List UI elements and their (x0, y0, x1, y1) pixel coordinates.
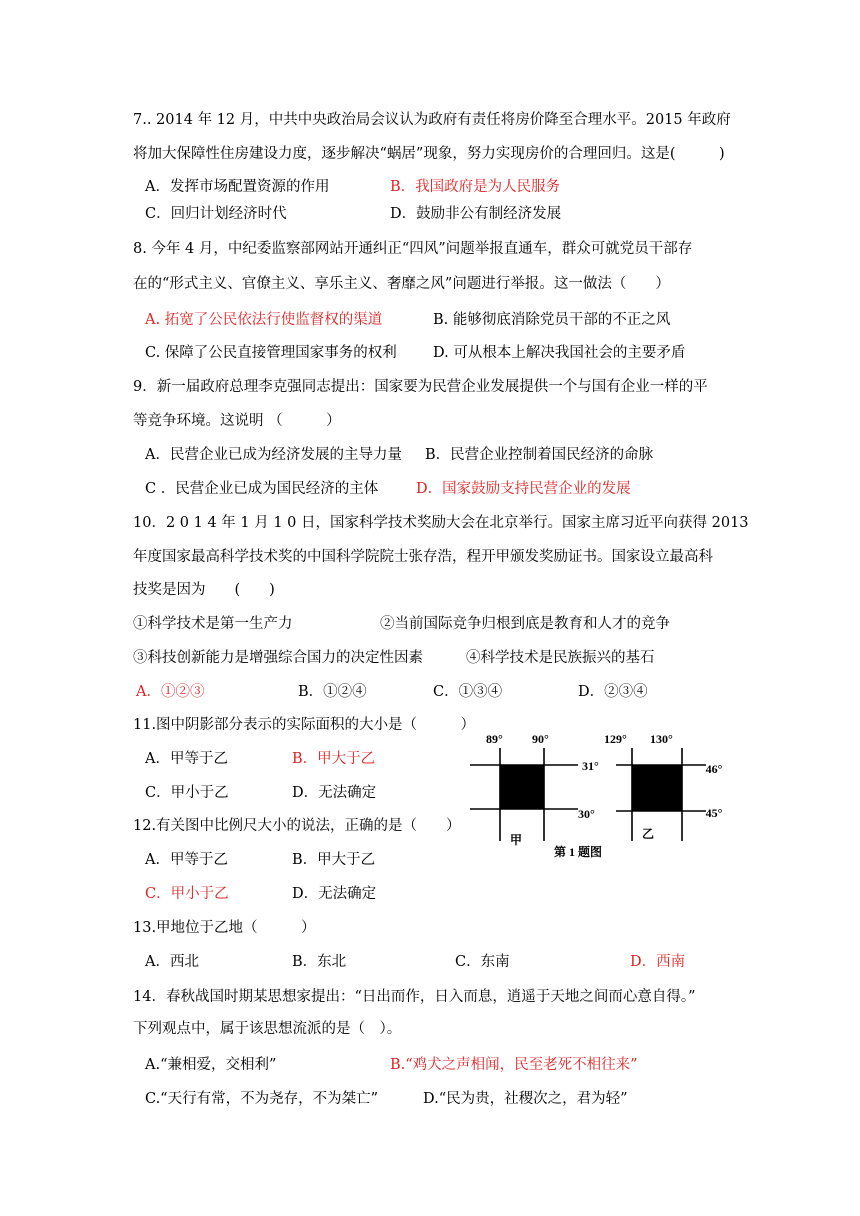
grid-map-figure (466, 728, 728, 860)
q8-stem-line1: 8. 今年 4 月，中纪委监察部网站开通纠正“四风”问题举报直通车，群众可就党员干部存 (133, 241, 693, 257)
q8-option-c: C. 保障了公民直接管理国家事务的权利 (145, 345, 397, 361)
q10-statement-4: ④科学技术是民族振兴的基石 (466, 650, 655, 666)
q13-stem: 13.甲地位于乙地（ ） (133, 920, 316, 936)
lat-label: 31° (582, 759, 599, 773)
q7-option-a: A．发挥市场配置资源的作用 (145, 179, 330, 195)
q12-stem: 12.有关图中比例尺大小的说法，正确的是（ ） (133, 818, 461, 834)
q10-option-c: C．①③④ (433, 684, 503, 700)
figure-caption: 第 1 题图 (554, 845, 603, 859)
q9-stem-line1: 9．新一届政府总理李克强同志提出：国家要为民营企业发展提供一个与国有企业一样的平 (133, 379, 708, 395)
q9-option-a: A．民营企业已成为经济发展的主导力量 (145, 447, 402, 463)
region-label-jia: 甲 (510, 833, 523, 847)
q11-option-d: D．无法确定 (292, 785, 377, 801)
q13-option-b: B．东北 (292, 954, 347, 970)
shaded-area-yi (632, 765, 682, 811)
q7-stem-line2: 将加大保障性住房建设力度，逐步解决“蜗居”现象，努力实现房价的合理回归。这是( ) (133, 146, 725, 162)
q14-stem-line2: 下列观点中，属于该思想流派的是（ ）。 (133, 1021, 402, 1037)
q11-option-b: B．甲大于乙 (292, 751, 376, 767)
q14-option-d: D.“民为贵，社稷次之，君为轻” (423, 1091, 628, 1107)
lon-label: 130° (650, 732, 673, 746)
q10-option-d: D．②③④ (578, 684, 648, 700)
lon-label: 129° (604, 732, 627, 746)
lon-label: 89° (486, 732, 503, 746)
lon-label: 90° (532, 732, 549, 746)
q10-statement-1: ①科学技术是第一生产力 (133, 616, 293, 632)
q9-option-d: D．国家鼓励支持民营企业的发展 (416, 481, 631, 497)
q10-stem-line2: 年度国家最高科学技术奖的中国科学院院士张存浩，程开甲颁发奖励证书。国家设立最高科 (133, 549, 713, 565)
q7-option-c: C．回归计划经济时代 (145, 206, 287, 222)
q11-option-a: A．甲等于乙 (145, 751, 228, 767)
q10-option-b: B．①②④ (298, 684, 367, 700)
lat-label: 46° (705, 762, 723, 776)
q12-option-b: B．甲大于乙 (292, 852, 376, 868)
q10-option-a: A．①②③ (136, 684, 205, 700)
lat-label: 30° (578, 807, 595, 821)
q13-option-c: C．东南 (455, 954, 510, 970)
q11-stem: 11.图中阴影部分表示的实际面积的大小是（ ） (133, 717, 476, 733)
q14-option-a: A.“兼相爱，交相利” (145, 1057, 277, 1073)
q10-stem-line1: 10．2 0 1 4 年 1 月 1 0 日，国家科学技术奖励大会在北京举行。国家主席习近平向获得 2013 (133, 515, 749, 531)
q12-option-a: A．甲等于乙 (145, 852, 228, 868)
q13-option-d: D．西南 (630, 954, 686, 970)
lat-label: 45° (705, 806, 723, 820)
q9-option-b: B．民营企业控制着国民经济的命脉 (425, 447, 654, 463)
q8-option-a: A. 拓宽了公民依法行使监督权的渠道 (145, 312, 383, 328)
q8-stem-line2: 在的“形式主义、官僚主义、享乐主义、奢靡之风”问题进行举报。这一做法（ ） (133, 276, 670, 292)
q10-statement-2: ②当前国际竞争归根到底是教育和人才的竞争 (380, 616, 670, 632)
q8-option-d: D. 可从根本上解决我国社会的主要矛盾 (433, 345, 686, 361)
q13-option-a: A．西北 (145, 954, 199, 970)
region-label-yi: 乙 (642, 827, 655, 841)
q8-option-b: B. 能够彻底消除党员干部的不正之风 (433, 312, 671, 328)
q14-stem-line1: 14．春秋战国时期某思想家提出：“日出而作，日入而息，逍遥于天地之间而心意自得。” (133, 989, 696, 1005)
q7-option-b: B．我国政府是为人民服务 (390, 179, 561, 195)
q7-option-d: D．鼓励非公有制经济发展 (390, 206, 562, 222)
q14-option-b: B.“鸡犬之声相闻，民至老死不相往来” (390, 1057, 638, 1073)
q12-option-c: C．甲小于乙 (145, 886, 229, 902)
q12-option-d: D．无法确定 (292, 886, 377, 902)
q9-stem-line2: 等竞争环境。这说明 （ ） (133, 413, 341, 429)
q9-option-c: C ．民营企业已成为国民经济的主体 (145, 481, 379, 497)
q14-option-c: C.“天行有常，不为尧存，不为桀亡” (145, 1091, 379, 1107)
q10-stem-line3: 技奖是因为 ( ) (133, 582, 275, 598)
shaded-area-jia (500, 765, 544, 809)
q11-option-c: C．甲小于乙 (145, 785, 229, 801)
q10-statement-3: ③科技创新能力是增强综合国力的决定性因素 (133, 650, 423, 666)
q7-stem-line1: 7.. 2014 年 12 月，中共中央政治局会议认为政府有责任将房价降至合理水平。2015 年政府 (133, 112, 731, 128)
